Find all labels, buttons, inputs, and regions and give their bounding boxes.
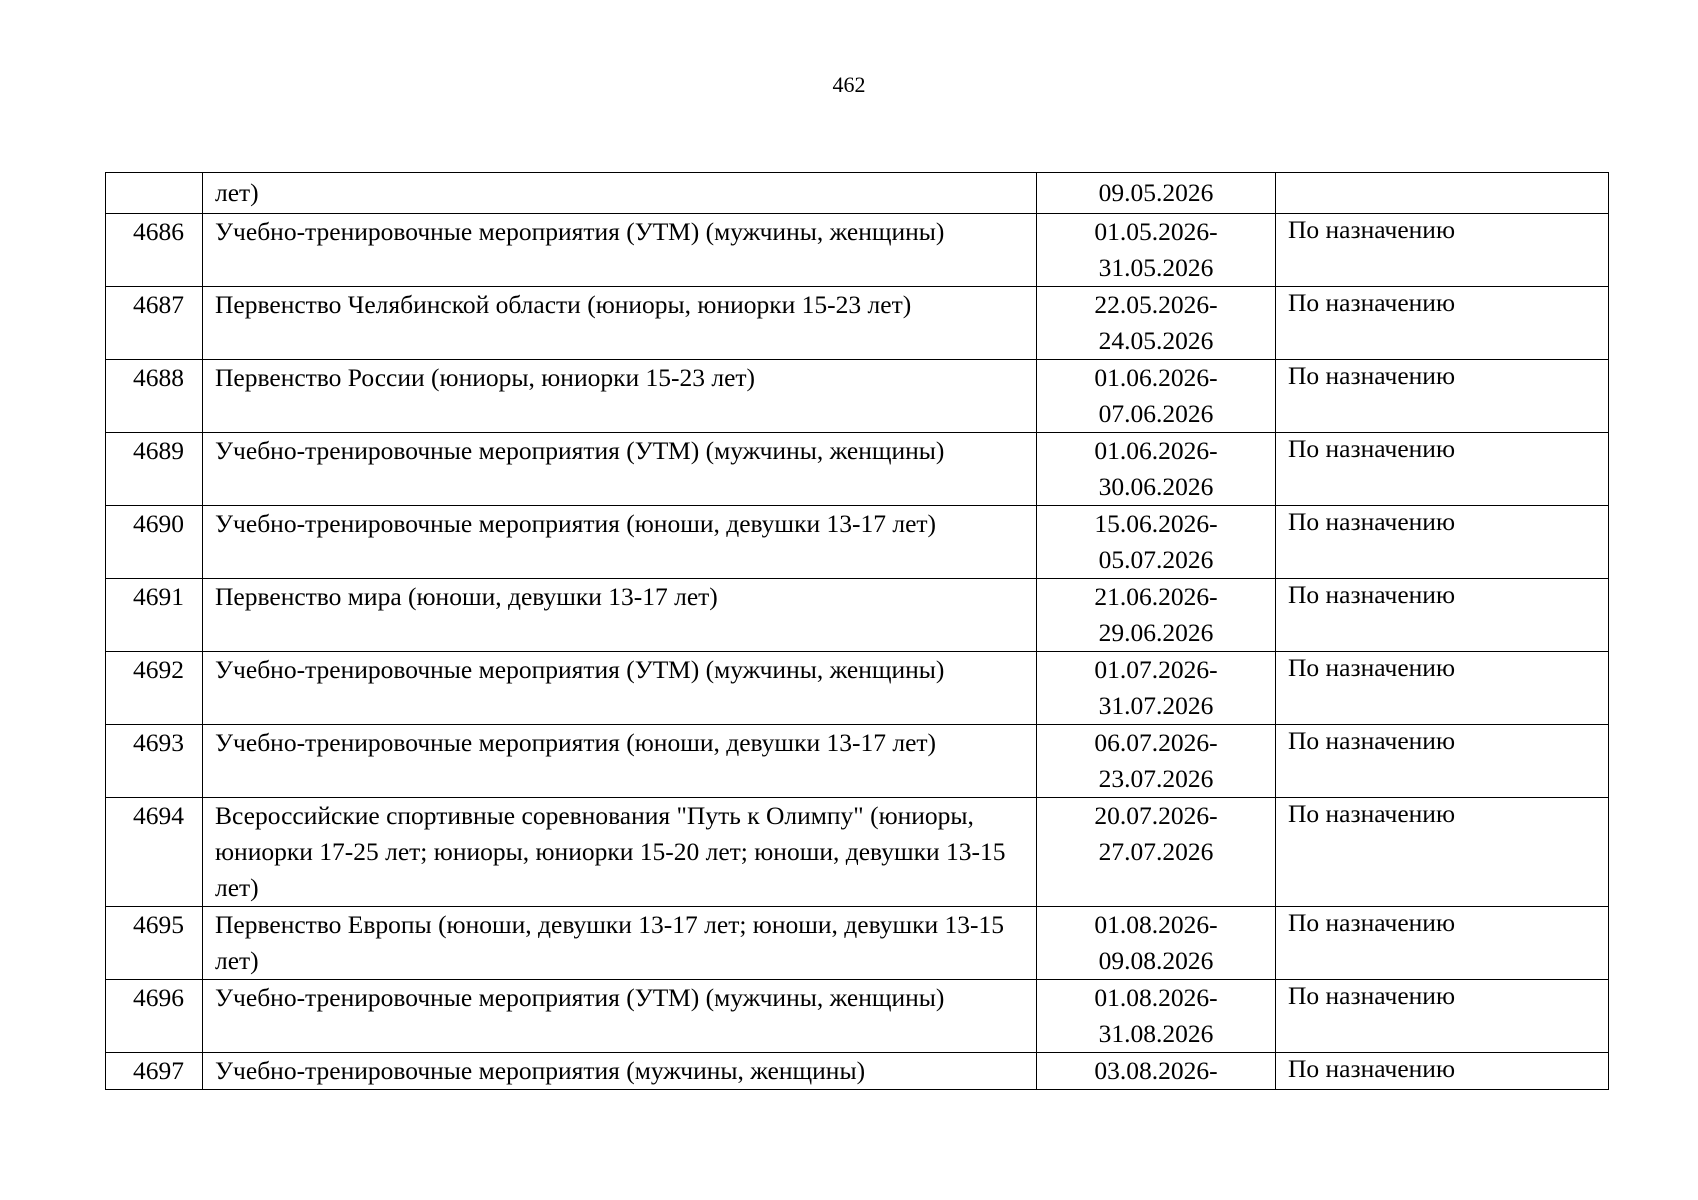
table-row — [106, 360, 1609, 433]
date-end: 31.08.2026 — [1098, 1019, 1214, 1048]
row-number-cell: 4686 — [106, 214, 203, 287]
event-dates-cell — [1037, 214, 1276, 287]
event-dates-cell — [1037, 798, 1276, 907]
event-name-cell: Первенство Челябинской области (юниоры, юниорки 15-23 лет) — [203, 287, 1037, 360]
date-end: 05.07.2026 — [1098, 545, 1214, 574]
event-name-cell: Учебно-тренировочные мероприятия (УТМ) (мужчины, женщины) — [203, 433, 1037, 506]
event-place-cell: По назначению — [1276, 1053, 1609, 1090]
date-end: 23.07.2026 — [1098, 764, 1214, 793]
event-dates-cell — [1037, 287, 1276, 360]
date-end: 30.06.2026 — [1098, 472, 1214, 501]
table-row — [106, 287, 1609, 360]
date-start: 01.06.2026- — [1094, 363, 1218, 392]
row-number-cell — [106, 173, 203, 214]
event-dates-cell — [1037, 907, 1276, 980]
event-name-cell: Учебно-тренировочные мероприятия (УТМ) (мужчины, женщины) — [203, 214, 1037, 287]
table-row-continuation — [106, 173, 1609, 214]
date-end: 09.05.2026 — [1098, 178, 1214, 207]
table-row — [106, 907, 1609, 980]
row-number-cell: 4688 — [106, 360, 203, 433]
date-end: 24.05.2026 — [1098, 326, 1214, 355]
date-start: 01.08.2026- — [1094, 983, 1218, 1012]
event-dates-cell — [1037, 980, 1276, 1053]
date-start: 06.07.2026- — [1094, 728, 1218, 757]
event-place-cell: По назначению — [1276, 652, 1609, 725]
row-number-cell: 4690 — [106, 506, 203, 579]
table-row — [106, 1053, 1609, 1090]
event-place-cell: По назначению — [1276, 214, 1609, 287]
date-start: 15.06.2026- — [1094, 509, 1218, 538]
row-number-cell: 4692 — [106, 652, 203, 725]
table-row — [106, 652, 1609, 725]
table-row — [106, 579, 1609, 652]
date-start: 01.08.2026- — [1094, 910, 1218, 939]
event-dates-cell — [1037, 360, 1276, 433]
row-number-cell: 4696 — [106, 980, 203, 1053]
row-number-cell: 4693 — [106, 725, 203, 798]
date-end: 27.07.2026 — [1098, 837, 1214, 866]
event-name-cell: Учебно-тренировочные мероприятия (юноши, девушки 13-17 лет) — [203, 506, 1037, 579]
table-row — [106, 433, 1609, 506]
event-name-cell: Учебно-тренировочные мероприятия (УТМ) (мужчины, женщины) — [203, 980, 1037, 1053]
event-place-cell: По назначению — [1276, 433, 1609, 506]
date-start: 03.08.2026- — [1094, 1056, 1218, 1085]
table-row — [106, 506, 1609, 579]
page-number: 462 — [832, 72, 866, 97]
date-start: 01.07.2026- — [1094, 655, 1218, 684]
row-number-cell: 4695 — [106, 907, 203, 980]
date-start: 01.06.2026- — [1094, 436, 1218, 465]
event-dates-cell — [1037, 506, 1276, 579]
event-dates-cell — [1037, 652, 1276, 725]
event-place-cell — [1276, 173, 1609, 214]
event-dates-cell — [1037, 579, 1276, 652]
event-place-cell: По назначению — [1276, 360, 1609, 433]
row-number-cell: 4689 — [106, 433, 203, 506]
event-place-cell: По назначению — [1276, 798, 1609, 907]
table-row — [106, 725, 1609, 798]
event-dates-cell — [1037, 433, 1276, 506]
table-row — [106, 980, 1609, 1053]
event-name-cell: Учебно-тренировочные мероприятия (УТМ) (мужчины, женщины) — [203, 652, 1037, 725]
event-name-cell: Первенство России (юниоры, юниорки 15-23 лет) — [203, 360, 1037, 433]
date-start: 22.05.2026- — [1094, 290, 1218, 319]
date-end: 07.06.2026 — [1098, 399, 1214, 428]
event-place-cell: По назначению — [1276, 907, 1609, 980]
date-start: 01.05.2026- — [1094, 217, 1218, 246]
table-row — [106, 214, 1609, 287]
event-place-cell: По назначению — [1276, 506, 1609, 579]
date-start: 20.07.2026- — [1094, 801, 1218, 830]
row-number-cell: 4687 — [106, 287, 203, 360]
event-name-cell: Первенство мира (юноши, девушки 13-17 лет) — [203, 579, 1037, 652]
row-number-cell: 4694 — [106, 798, 203, 907]
event-dates-cell — [1037, 173, 1276, 214]
event-name-cell: лет) — [203, 173, 1037, 214]
event-name-cell: Всероссийские спортивные соревнования "Путь к Олимпу" (юниоры, юниорки 17-25 лет; юниоры, юниорки 15-20 лет; юноши, девушки 13-15 лет) — [203, 798, 1037, 907]
date-end: 31.05.2026 — [1098, 253, 1214, 282]
event-name-cell: Первенство Европы (юноши, девушки 13-17 лет; юноши, девушки 13-15 лет) — [203, 907, 1037, 980]
event-dates-cell — [1037, 725, 1276, 798]
event-dates-cell — [1037, 1053, 1276, 1090]
date-end: 31.07.2026 — [1098, 691, 1214, 720]
events-table — [105, 172, 1609, 1090]
table-row — [106, 798, 1609, 907]
row-number-cell: 4691 — [106, 579, 203, 652]
event-name-cell: Учебно-тренировочные мероприятия (мужчины, женщины) — [203, 1053, 1037, 1090]
date-start: 21.06.2026- — [1094, 582, 1218, 611]
date-end: 29.06.2026 — [1098, 618, 1214, 647]
event-place-cell: По назначению — [1276, 579, 1609, 652]
event-place-cell: По назначению — [1276, 287, 1609, 360]
event-name-cell: Учебно-тренировочные мероприятия (юноши, девушки 13-17 лет) — [203, 725, 1037, 798]
event-place-cell: По назначению — [1276, 725, 1609, 798]
event-place-cell: По назначению — [1276, 980, 1609, 1053]
date-end: 09.08.2026 — [1098, 946, 1214, 975]
row-number-cell: 4697 — [106, 1053, 203, 1090]
